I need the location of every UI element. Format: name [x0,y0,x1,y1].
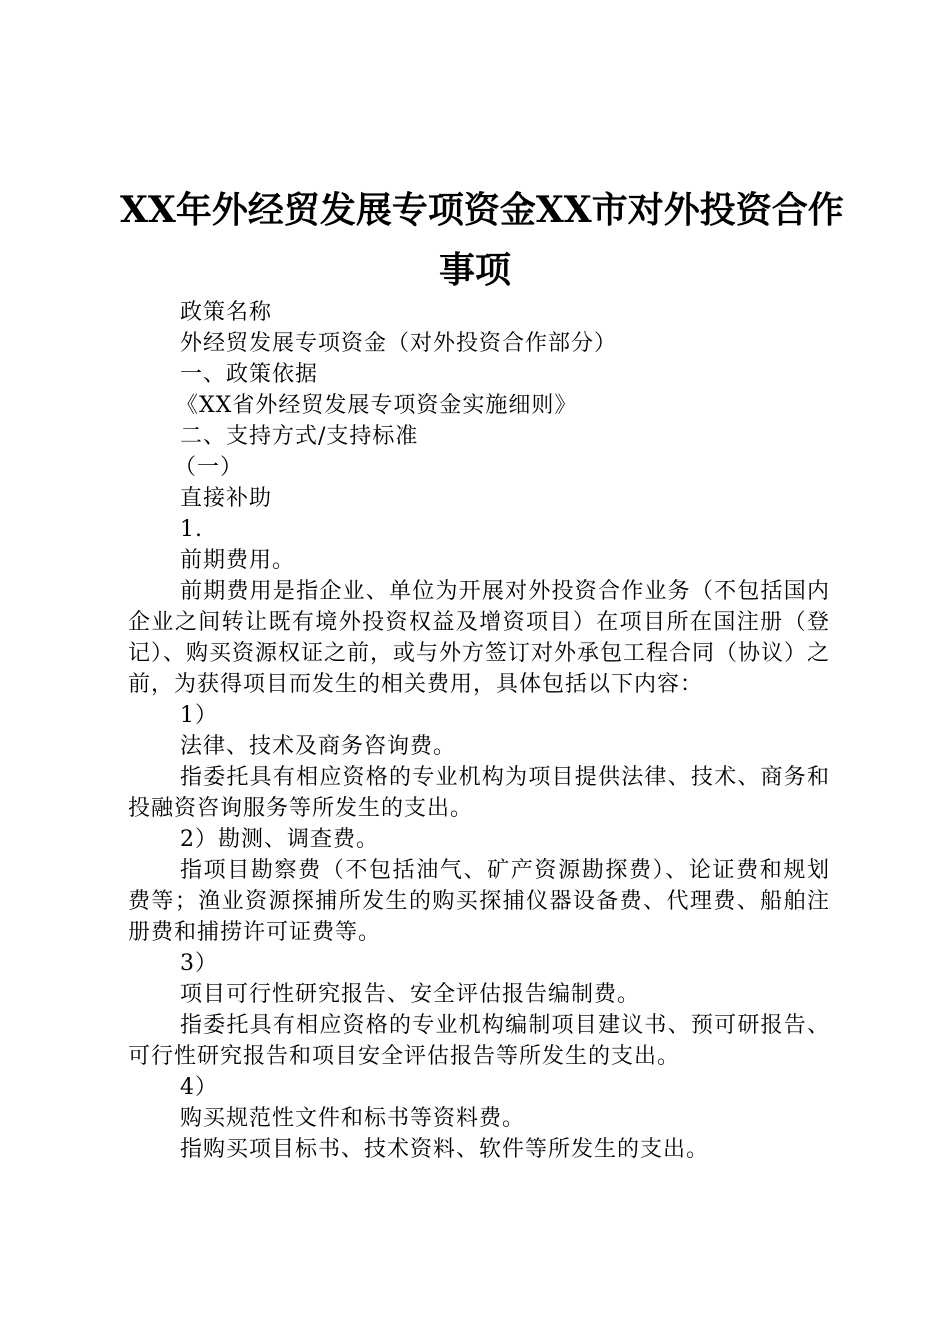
document-title-line-1: XX年外经贸发展专项资金XX市对外投资合作 [120,189,844,231]
document-title-line-2: 事项 [438,249,511,291]
subsection-marker-1: （一） [174,455,244,480]
paragraph-preliminary-costs: 前期费用是指企业、单位为开展对外投资合作业务（不包括国内企业之间转让既有境外投资权益及增资项目）在项目所在国注册（登记）、购买资源权证之前，或与外方签订对外承包工程合同（协议）之前，为获得项目而发生的相关费用，具体包括以下内容： [128,579,831,697]
paragraph-feasibility: 指委托具有相应资格的专业机构编制项目建议书、预可研报告、可行性研究报告和项目安全评估报告等所发生的支出。 [128,1013,830,1069]
subitem-heading-survey: 2）勘测、调查费。 [180,827,379,852]
subitem-heading-consulting: 法律、技术及商务咨询费。 [180,734,457,759]
paragraph-survey: 指项目勘察费（不包括油气、矿产资源勘探费）、论证费和规划费等；渔业资源探捕所发生的购买探捕仪器设备费、代理费、船舶注册费和捕捞许可证费等。 [128,858,830,945]
subsection-heading-direct-subsidy: 直接补助 [180,486,273,511]
subitem-heading-feasibility: 项目可行性研究报告、安全评估报告编制费。 [180,982,641,1007]
section-heading-basis: 一、政策依据 [180,362,319,387]
section-heading-support: 二、支持方式/支持标准 [180,424,419,449]
subitem-number-3: 3） [180,951,218,976]
item-heading-preliminary-costs: 前期费用。 [180,548,296,573]
item-number-1: 1. [180,517,203,542]
paragraph-basis-document: 《XX省外经贸发展专项资金实施细则》 [176,393,578,418]
paragraph-consulting: 指委托具有相应资格的专业机构为项目提供法律、技术、商务和投融资咨询服务等所发生的支出。 [128,765,830,821]
paragraph-policy-name: 外经贸发展专项资金（对外投资合作部分） [180,331,618,356]
paragraph-documents: 指购买项目标书、技术资料、软件等所发生的支出。 [180,1137,710,1162]
paragraph-policy-name-label: 政策名称 [180,300,273,325]
subitem-number-1: 1） [180,703,218,728]
subitem-number-4: 4） [180,1075,218,1100]
subitem-heading-documents: 购买规范性文件和标书等资料费。 [180,1106,526,1131]
document-body [128,297,830,1165]
